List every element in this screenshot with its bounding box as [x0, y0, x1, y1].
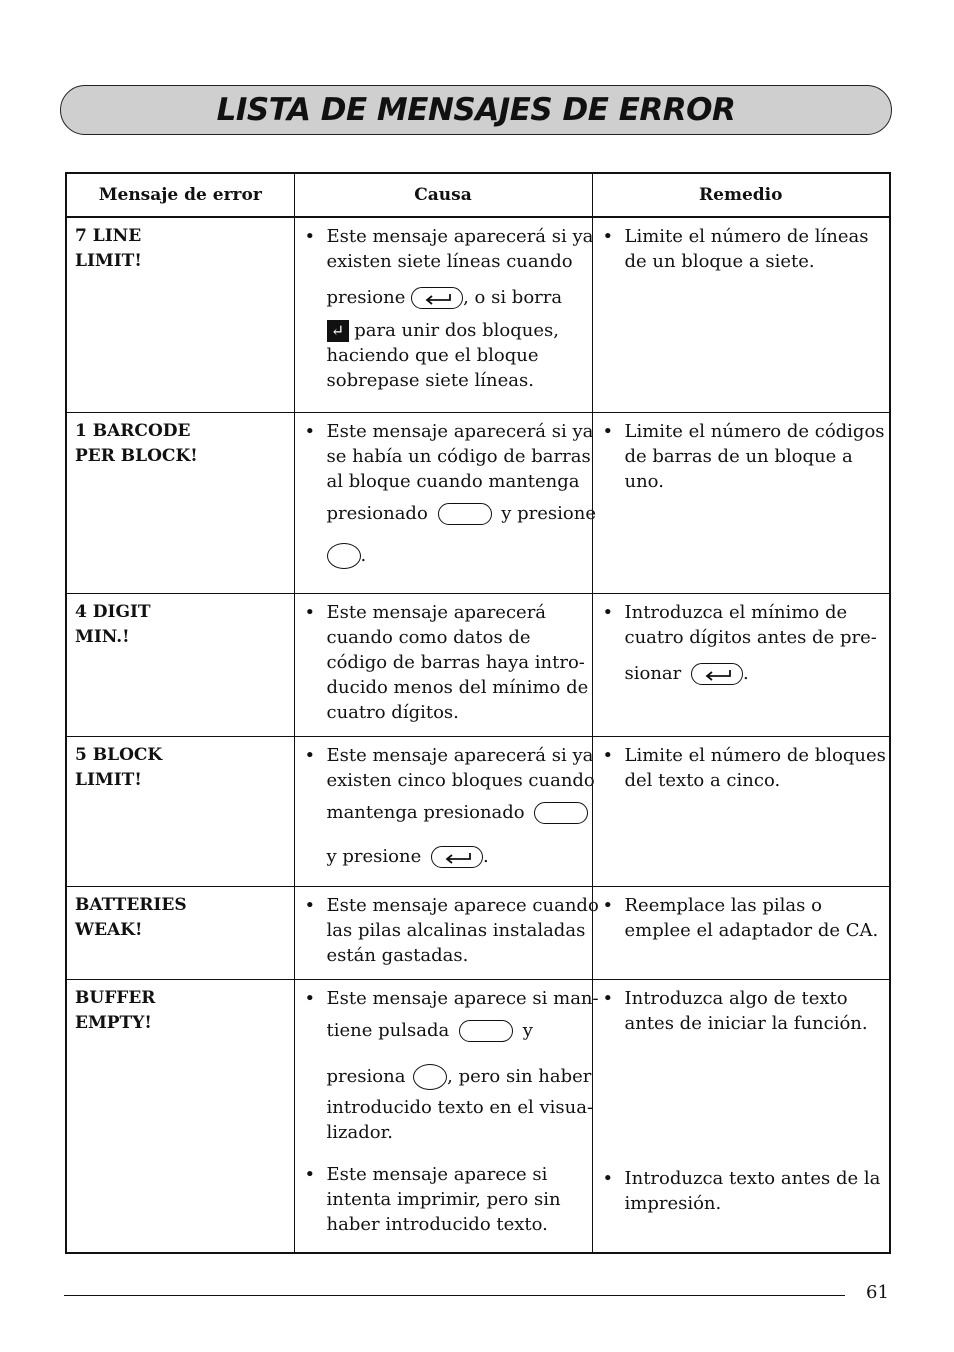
remedy-cell — [592, 736, 890, 886]
table-row — [66, 736, 890, 886]
cause-cell — [294, 886, 599, 979]
remedy-bullet: • Limite el número de líneas de un bloque a siete. — [602, 226, 869, 272]
return-glyph-icon: ↵ — [327, 320, 349, 342]
bullet-icon: • — [602, 894, 614, 916]
title-banner — [60, 85, 892, 135]
bullet-icon: • — [304, 987, 316, 1009]
enter-key-icon — [431, 846, 483, 868]
cause-cell — [294, 593, 592, 736]
error-code-cell — [66, 979, 294, 1253]
remedy-cell — [592, 979, 890, 1253]
enter-key-icon — [691, 663, 743, 685]
cause-cell — [294, 412, 597, 593]
remedy-bullet: • Introduzca texto antes de la impresión. — [602, 1167, 881, 1214]
error-code: 1 BARCODE PER BLOCK! — [75, 420, 198, 466]
blank-key-icon — [459, 1020, 513, 1042]
blank-key-icon — [413, 1064, 447, 1090]
remedy-bullet: • Introduzca algo de texto antes de iniciar la función. — [602, 987, 868, 1034]
table-row — [66, 886, 890, 979]
bullet-icon: • — [304, 226, 316, 247]
footer-rule — [64, 1295, 845, 1296]
cause-bullet: • Este mensaje aparecerá si ya se había un código de barras al bloque cuando mantenga presionado y presione . — [303, 419, 586, 572]
cause-bullet: • Este mensaje aparece cuando las pilas alcalinas instaladas están gastadas. — [304, 894, 599, 966]
page-title: LISTA DE MENSAJES DE ERROR — [216, 92, 736, 128]
bullet-icon: • — [304, 744, 316, 766]
cause-bullet: • Este mensaje aparecerá si ya existen siete líneas cuando presione , o si borra ↵ para unir dos bloques, haciendo que el bloque sobrepase siete líneas. — [304, 226, 594, 391]
bullet-icon: • — [602, 420, 614, 442]
blank-key-icon — [327, 543, 361, 569]
table-row — [66, 217, 890, 412]
cause-bullet: • Este mensaje aparecerá si ya existen cinco bloques cuando mantenga presionado y presione . — [304, 744, 595, 867]
cause-cell — [294, 217, 592, 412]
error-code: 4 DIGIT MIN.! — [75, 601, 151, 647]
bullet-icon: • — [304, 420, 316, 442]
header-message: Mensaje de error — [66, 173, 294, 217]
bullet-icon: • — [602, 226, 614, 247]
bullet-icon: • — [602, 744, 614, 766]
error-table — [65, 172, 891, 1254]
blank-key-icon — [534, 802, 588, 824]
bullet-icon: • — [602, 601, 614, 623]
remedy-bullet: • Introduzca el mínimo de cuatro dígitos antes de pre- sionar . — [602, 601, 877, 684]
remedy-cell — [592, 217, 890, 412]
bullet-icon: • — [304, 601, 316, 623]
bullet-icon: • — [602, 987, 614, 1009]
table-row — [66, 412, 890, 593]
error-code-cell — [66, 217, 294, 412]
error-code-cell — [66, 412, 294, 593]
cause-bullet: • Este mensaje aparece si man- tiene pulsada y presiona , pero sin haber introducido texto en el visua- lizador. — [304, 987, 599, 1143]
cause-bullet: • Este mensaje aparece si intenta imprimir, pero sin haber introducido texto. — [304, 1163, 561, 1235]
remedy-bullet: • Limite el número de bloques del texto a cinco. — [602, 744, 886, 791]
remedy-cell — [592, 886, 890, 979]
bullet-icon: • — [304, 1163, 316, 1185]
remedy-cell — [592, 593, 890, 736]
enter-key-icon — [411, 287, 463, 309]
error-code-cell — [66, 886, 294, 979]
error-code: 7 LINE LIMIT! — [75, 226, 142, 271]
header-cause: Causa — [294, 173, 592, 217]
error-code: BATTERIES WEAK! — [75, 894, 187, 940]
remedy-bullet: • Limite el número de códigos de barras de un bloque a uno. — [602, 420, 885, 492]
error-code-cell — [66, 736, 294, 886]
table-row — [66, 593, 890, 736]
cause-bullet: • Este mensaje aparecerá cuando como datos de código de barras haya intro- ducido menos del mínimo de cuatro dígitos. — [304, 601, 589, 723]
error-code-cell — [66, 593, 294, 736]
header-remedy: Remedio — [592, 173, 890, 217]
error-code: BUFFER EMPTY! — [75, 987, 156, 1033]
header-row — [66, 173, 890, 217]
bullet-icon: • — [304, 894, 316, 916]
cause-cell — [294, 736, 595, 886]
error-code: 5 BLOCK LIMIT! — [75, 744, 163, 790]
remedy-bullet: • Reemplace las pilas o emplee el adaptador de CA. — [602, 894, 879, 941]
blank-key-icon — [438, 503, 492, 525]
bullet-icon: • — [602, 1167, 614, 1189]
page-number: 61 — [866, 1282, 889, 1303]
table-row — [66, 979, 890, 1253]
remedy-cell — [592, 412, 890, 593]
cause-cell — [294, 979, 599, 1253]
